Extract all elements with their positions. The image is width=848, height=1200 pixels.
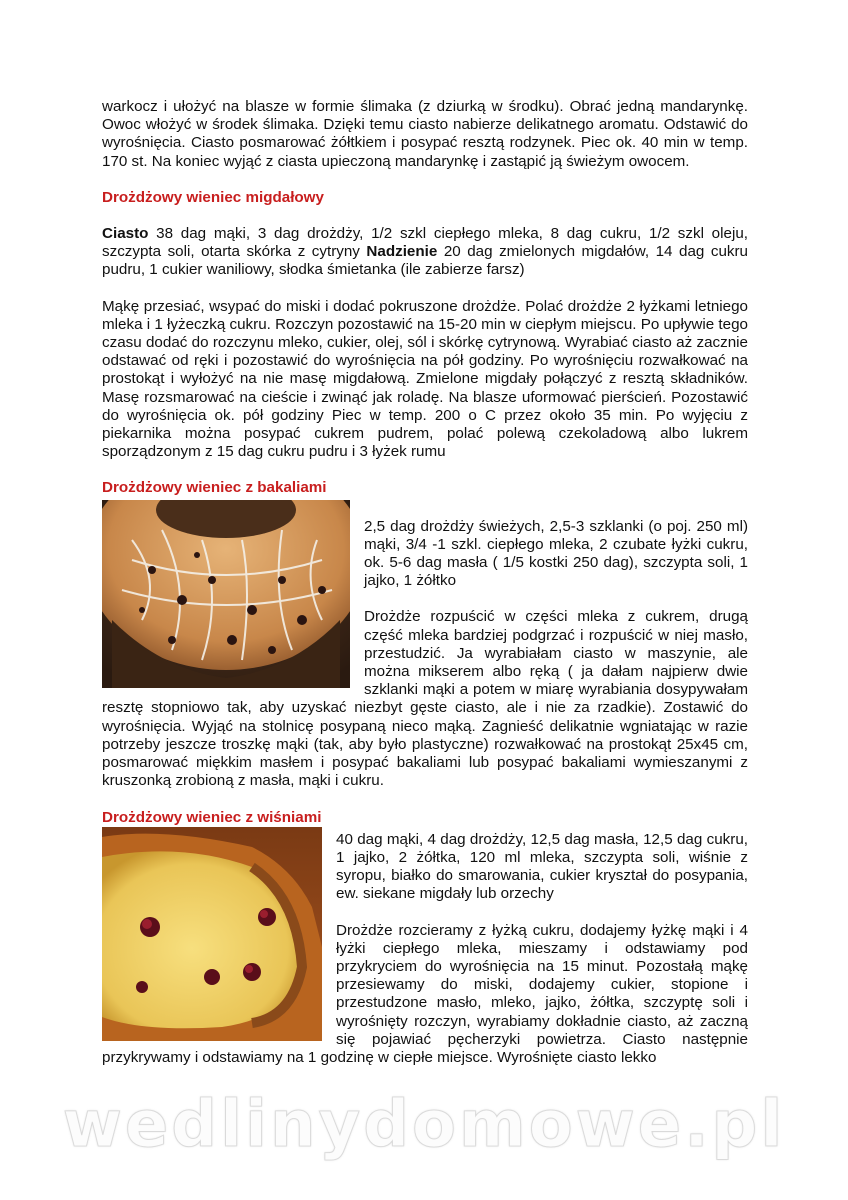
intro-paragraph: warkocz i ułożyć na blasze w formie ślimaka (z dziurką w środku). Obrać jedną mandarynkę. Owoc włożyć w środek ślimaka. Dzięki temu ciasto nabierze delikatnego aromatu. Odstawić do wyrośnięcia. Ciasto posmarować żółtkiem i posypać resztą rodzynek. Piec ok. 40 min w temp. 170 st. Na koniec wyjąć z ciasta upieczoną mandarynkę i zastąpić ją świeżym owocem. bbox=[102, 98, 748, 170]
wreath-with-dried-fruit-photo bbox=[102, 500, 350, 688]
recipe1-dough-label: Ciasto bbox=[102, 225, 149, 243]
recipe2-ingredients: 2,5 dag drożdży świeżych, 2,5-3 szklanki (o poj. 250 ml) mąki, 3/4 -1 szkl. ciepłego mleka, 2 czubate łyżki cukru, ok. 5-6 dag masła ( 1/5 kostki 250 dag), szczypta soli, 1 jajko, 1 żółtko bbox=[364, 517, 748, 590]
recipe3-ingredients: 40 dag mąki, 4 dag drożdży, 12,5 dag masła, 12,5 dag cukru, 1 jajko, 2 żółtka, 120 ml mleka, szczypta soli, wiśnie z syropu, białko do smarowania, cukier kryształ do posypania, ew. siekane migdały lub orzechy bbox=[336, 830, 748, 903]
document-page bbox=[102, 98, 748, 1067]
wreath-with-cherries-photo bbox=[102, 827, 322, 1041]
site-watermark: wedlinydomowe.pl bbox=[62, 1088, 786, 1162]
recipe1-ingredients bbox=[102, 225, 748, 280]
recipe1-filling-label: Nadzienie bbox=[366, 243, 438, 261]
recipe3-title: Drożdżowy wieniec z wiśniami bbox=[102, 808, 322, 826]
recipe1-method: Mąkę przesiać, wsypać do miski i dodać pokruszone drożdże. Polać drożdże 2 łyżkami letniego mleka i 1 łyżeczką cukru. Rozczyn pozostawić na 15-20 min w ciepłym miejscu. Po upływie tego czasu dodać do rozczynu mleko, cukier, olej, sól i skórkę cytrynową. Wyrabiać ciasto aż zacznie odstawać od ręki i pozostawić do wyrośnięcia na pół godziny. Po wyrośnięciu rozwałkować na prostokąt i wyłożyć na nie masę migdałową. Zmielone migdały połączyć z resztą składników. Masę rozsmarować na cieście i zwinąć jak roladę. Na blasze uformować pierścień. Pozostawić do wyrośnięcia ok. pół godziny Piec w temp. 200 o C przez około 35 min. Po wyjęciu z piekarnika można posypać cukrem pudrem, polać polewą czekoladową albo lukrem sporządzonym z 15 dag cukru pudru i 3 łyżek rumu bbox=[102, 297, 748, 461]
recipe2-title: Drożdżowy wieniec z bakaliami bbox=[102, 479, 327, 497]
recipe1-filling-text: 20 dag zmielonych migdałów, 14 dag cukru pudru, 1 cukier waniliowy, słodka śmietanka (ile zabierze farsz) bbox=[102, 243, 748, 279]
recipe2-method: Drożdże rozpuścić w części mleka z cukrem, drugą część mleka bardziej podgrzać i rozpuścić w niej masło, przestudzić. Ja wyrabiałam ciasto w maszynie, ale można mikserem albo ręką ( ja dałam najpierw dwie szklanki mąki a potem w miarę wyrabiania dosypywałam resztę stopniowo tak, aby uzyskać niezbyt gęste ciasto, ale i nie za rzadkie). Zostawić do wyrośnięcia. Wyjąć na stolnicę posypaną nieco mąką. Zagnieść delikatnie wgniatając w razie potrzeby jeszcze troszkę mąki (tak, aby było plastyczne) rozwałkować na prostokąt 25x45 cm, posmarować miękkim masłem i posypać bakaliami lub posypać bakaliami wymieszanymi z kruszonką zrobioną z masła, mąki i cukru. bbox=[102, 608, 748, 790]
recipe1-title: Drożdżowy wieniec migdałowy bbox=[102, 188, 324, 206]
recipe1-dough-text: 38 dag mąki, 3 dag drożdży, 1/2 szkl ciepłego mleka, 8 dag cukru, 1/2 szkl oleju, szczypta soli, otarta skórka z cytryny bbox=[102, 225, 748, 261]
recipe3-method: Drożdże rozcieramy z łyżką cukru, dodajemy łyżkę mąki i 4 łyżki ciepłego mleka, mieszamy i odstawiamy pod przykryciem do wyrośnięcia na 15 minut. Pozostałą mąkę przesiewamy do miski, dodajemy cukier, stopione i przestudzone masło, mleko, jajko, żółtka, szczyptę soli i wyrośnięty rozczyn, wyrabiamy dokładnie ciasto, aż zaczną się pojawiać pęcherzyki powietrza. Ciasto następnie przykrywamy i odstawiamy na 1 godzinę w ciepłe miejsce. Wyrośnięte ciasto lekko bbox=[102, 921, 748, 1066]
